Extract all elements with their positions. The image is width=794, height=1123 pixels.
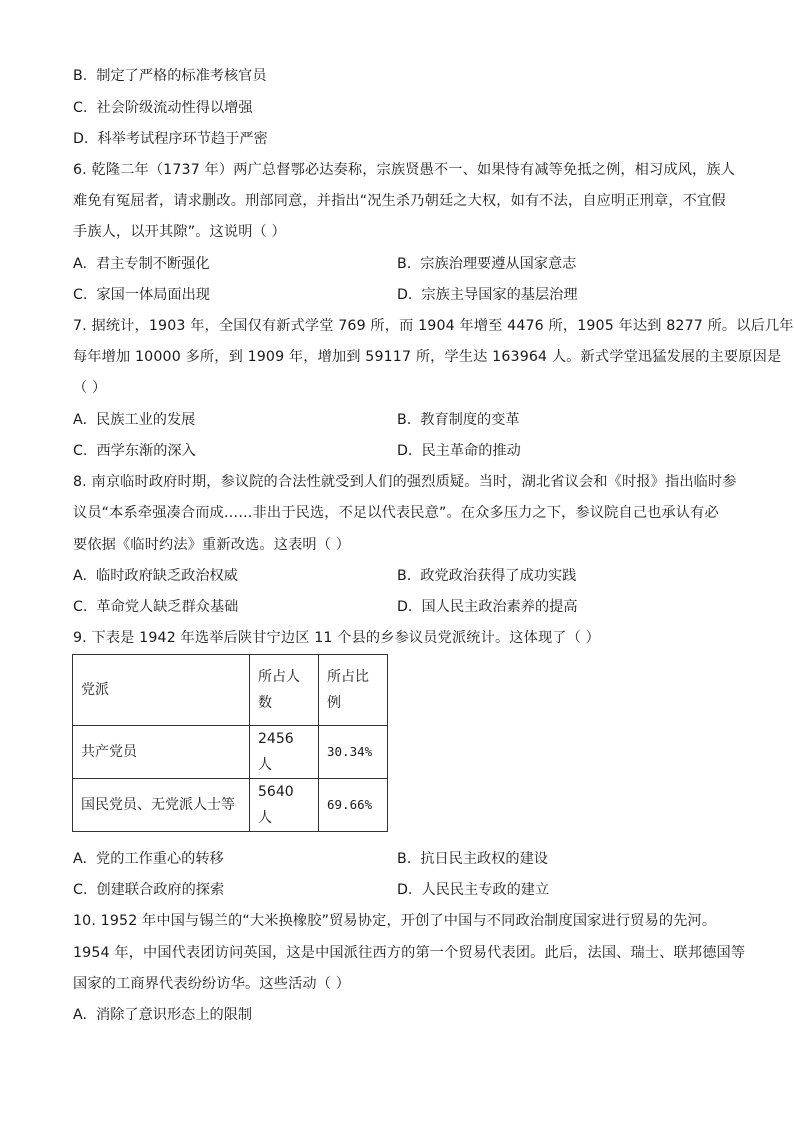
cell-party: 国民党员、无党派人士等	[73, 779, 250, 832]
cell-count: 5640 人	[250, 779, 319, 832]
cell-party: 共产党员	[73, 726, 250, 779]
q7-option-b: B. 教育制度的变革	[397, 412, 520, 428]
q8-option-a: A. 临时政府缺乏政治权威	[73, 568, 238, 584]
q7-option-c: C. 西学东渐的深入	[73, 443, 196, 459]
q6-option-d: D. 宗族主导国家的基层治理	[397, 287, 578, 303]
q7-option-d: D. 民主革命的推动	[397, 443, 521, 459]
table-header-row	[73, 655, 388, 726]
q6-stem-line-1: 6. 乾隆二年（1737 年）两广总督鄂必达奏称，宗族贤愚不一、如果恃有减等免抵之例，相习成风，族人	[73, 162, 736, 178]
q5-option-d: D. 科举考试程序环节趋于严密	[73, 131, 268, 147]
header-ratio: 所占比 例	[319, 655, 388, 726]
q7-stem-line-1: 7. 据统计，1903 年，全国仅有新式学堂 769 所，而 1904 年增至 4476 所，1905 年达到 8277 所。以后几年	[73, 318, 794, 334]
q6-stem-line-3: 手族人，以开其隙”。这说明（ ）	[73, 224, 286, 240]
q9-option-d: D. 人民民主专政的建立	[397, 882, 550, 898]
table-row	[73, 726, 388, 779]
q10-option-a: A. 消除了意识形态上的限制	[73, 1007, 253, 1023]
q9-option-c: C. 创建联合政府的探索	[73, 882, 225, 898]
party-statistics-table	[72, 654, 388, 832]
table-row	[73, 779, 388, 832]
header-party: 党派	[73, 655, 250, 726]
q6-option-a: A. 君主专制不断强化	[73, 256, 210, 272]
q7-option-a: A. 民族工业的发展	[73, 412, 196, 428]
q8-stem-line-2: 议员“本系牵强凑合而成……非出于民选，不足以代表民意”。在众多压力之下，参议院自己也承认有必	[73, 505, 719, 521]
q7-stem-line-2: 每年增加 10000 多所，到 1909 年，增加到 59117 所，学生达 163964 人。新式学堂迅猛发展的主要原因是	[73, 349, 782, 365]
q7-stem-line-3: （ ）	[73, 380, 107, 396]
q6-stem-line-2: 难免有冤屈者，请求删改。刑部同意，并指出“况生杀乃朝廷之大权，如有不法，自应明正刑章，不宜假	[73, 193, 726, 209]
header-count: 所占人 数	[250, 655, 319, 726]
cell-count: 2456 人	[250, 726, 319, 779]
q8-option-b: B. 政党政治获得了成功实践	[397, 568, 577, 584]
cell-ratio: 30.34%	[319, 726, 388, 779]
q10-stem-line-2: 1954 年，中国代表团访问英国，这是中国派往西方的第一个贸易代表团。此后，法国、瑞士、联邦德国等	[73, 945, 746, 961]
q5-option-c: C. 社会阶级流动性得以增强	[73, 100, 253, 116]
q8-option-c: C. 革命党人缺乏群众基础	[73, 599, 239, 615]
q6-option-b: B. 宗族治理要遵从国家意志	[397, 256, 577, 272]
q8-stem-line-1: 8. 南京临时政府时期，参议院的合法性就受到人们的强烈质疑。当时，湖北省议会和《时报》指出临时参	[73, 474, 737, 490]
q5-option-b: B. 制定了严格的标准考核官员	[73, 68, 267, 84]
q9-option-b: B. 抗日民主政权的建设	[397, 851, 548, 867]
q10-stem-line-1: 10. 1952 年中国与锡兰的“大米换橡胶”贸易协定，开创了中国与不同政治制度国家进行贸易的先河。	[73, 913, 717, 929]
q9-option-a: A. 党的工作重心的转移	[73, 851, 224, 867]
q9-stem: 9. 下表是 1942 年选举后陕甘宁边区 11 个县的乡参议员党派统计。这体现了（ ）	[73, 630, 600, 646]
cell-ratio: 69.66%	[319, 779, 388, 832]
q10-stem-line-3: 国家的工商界代表纷纷访华。这些活动（ ）	[73, 976, 351, 992]
q8-stem-line-3: 要依据《临时约法》重新改选。这表明（ ）	[73, 537, 351, 553]
q8-option-d: D. 国人民主政治素养的提高	[397, 599, 578, 615]
q6-option-c: C. 家国一体局面出现	[73, 287, 210, 303]
